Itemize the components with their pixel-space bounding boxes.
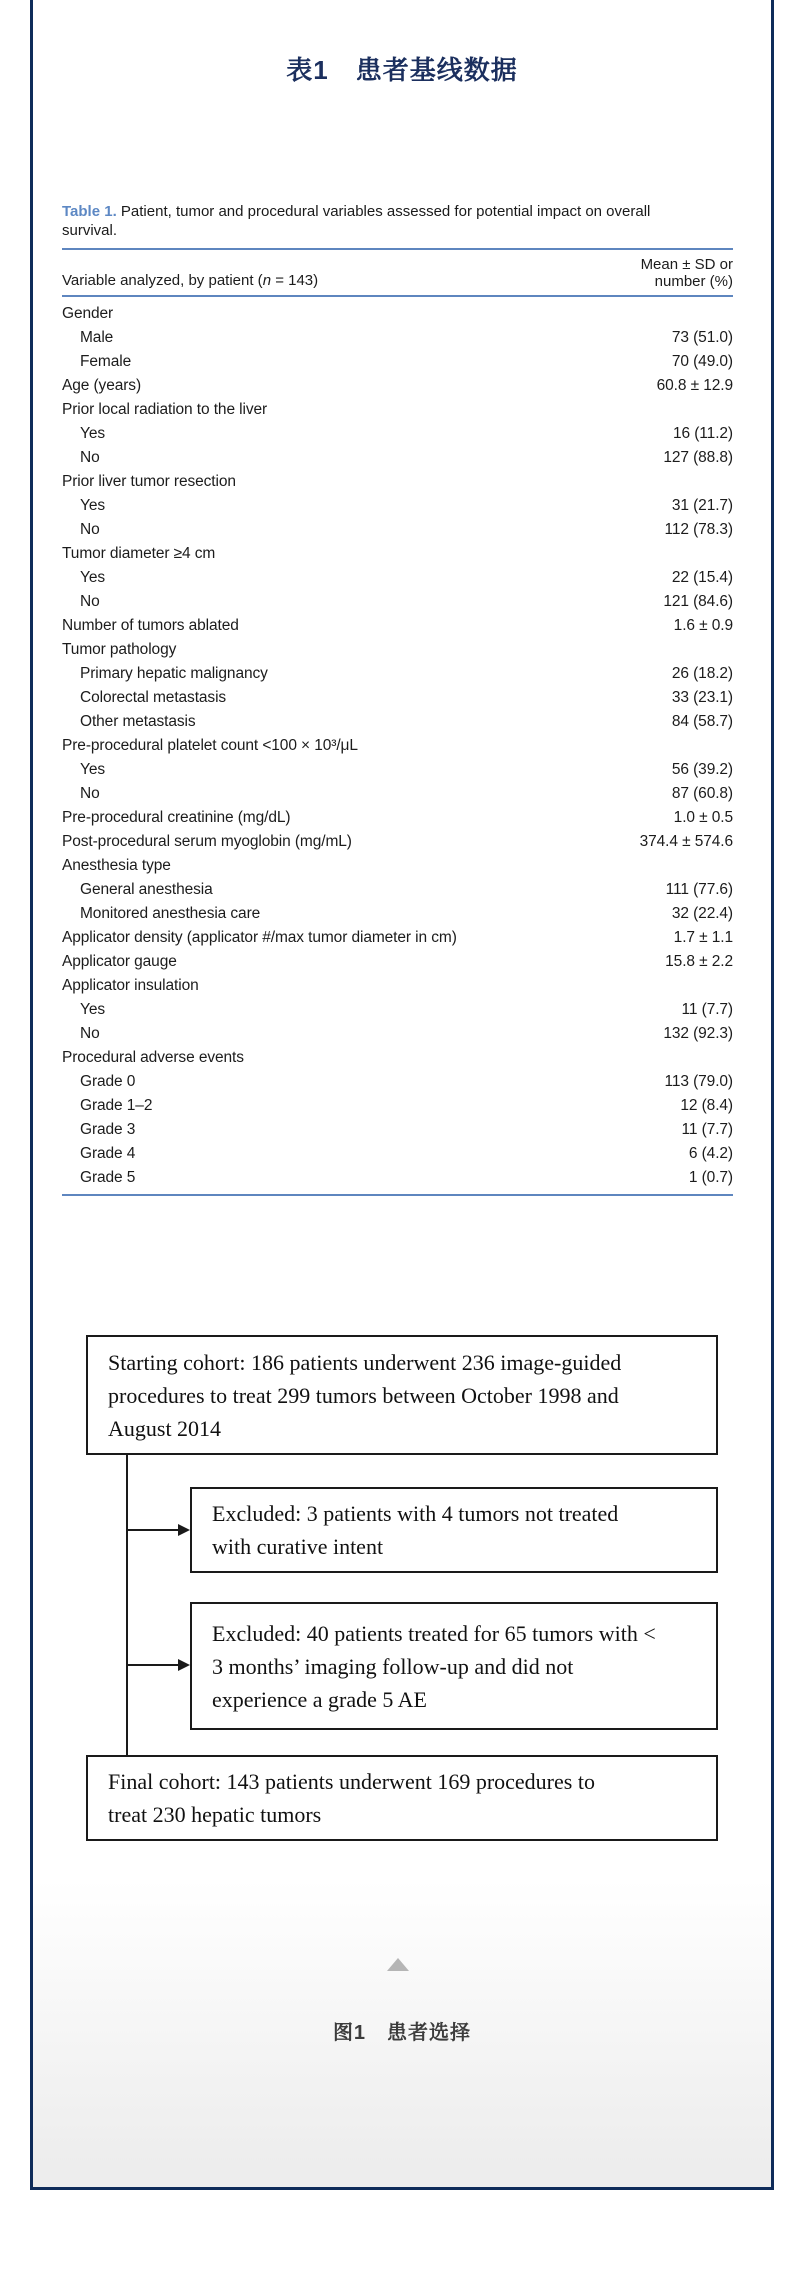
- table-row: [62, 710, 733, 734]
- table-header-row: [62, 250, 733, 295]
- flowchart-box-excluded-1: Excluded: 3 patients with 4 tumors not treated with curative intent: [190, 1487, 718, 1573]
- row-label: Yes: [80, 761, 105, 778]
- table-row: [62, 1046, 733, 1070]
- table-row: [62, 1166, 733, 1190]
- table-row: [62, 326, 733, 350]
- row-label: Gender: [62, 305, 114, 322]
- table-row: [62, 734, 733, 758]
- row-label: Number of tumors ablated: [62, 617, 239, 634]
- row-label: Grade 0: [80, 1073, 136, 1090]
- table-row: [62, 590, 733, 614]
- row-value: 127 (88.8): [663, 449, 733, 466]
- table-row: [62, 1118, 733, 1142]
- table-caption-text: Patient, tumor and procedural variables assessed for potential impact on overall survival.: [62, 203, 651, 239]
- flowchart-connector-vertical: [126, 1455, 128, 1757]
- table-row: [62, 638, 733, 662]
- row-label: Yes: [80, 1001, 105, 1018]
- row-value: 111 (77.6): [665, 881, 733, 898]
- table-row: [62, 758, 733, 782]
- row-value: 1 (0.7): [688, 1169, 733, 1186]
- row-label: No: [80, 785, 100, 802]
- row-label: Pre-procedural platelet count <100 × 10³/μL: [62, 737, 358, 754]
- table-row: [62, 422, 733, 446]
- row-label: No: [80, 593, 100, 610]
- row-value: 15.8 ± 2.2: [665, 953, 733, 970]
- table-row: [62, 998, 733, 1022]
- row-label: Primary hepatic malignancy: [80, 665, 268, 682]
- table-row: [62, 878, 733, 902]
- row-value: 33 (23.1): [671, 689, 733, 706]
- table-row: [62, 806, 733, 830]
- row-value: 1.6 ± 0.9: [673, 617, 733, 634]
- table-row: [62, 782, 733, 806]
- row-value: 12 (8.4): [680, 1097, 733, 1114]
- table-row: [62, 1070, 733, 1094]
- table-row: [62, 518, 733, 542]
- row-label: General anesthesia: [80, 881, 213, 898]
- row-value: 60.8 ± 12.9: [656, 377, 733, 394]
- row-label: Grade 1–2: [80, 1097, 153, 1114]
- table-row: [62, 470, 733, 494]
- table-row: [62, 446, 733, 470]
- table-row: [62, 686, 733, 710]
- row-value: 113 (79.0): [664, 1073, 733, 1090]
- table-body: [62, 297, 733, 1194]
- table-row: [62, 854, 733, 878]
- baseline-table: [62, 202, 733, 1196]
- row-value: 70 (49.0): [671, 353, 733, 370]
- row-label: No: [80, 1025, 100, 1042]
- row-label: Applicator insulation: [62, 977, 199, 994]
- row-value: 22 (15.4): [671, 569, 733, 586]
- collapse-up-icon[interactable]: [387, 1958, 409, 1971]
- table-row: [62, 974, 733, 998]
- table-title-zh: 表1 患者基线数据: [286, 55, 518, 85]
- flowchart-box-final-cohort: Final cohort: 143 patients underwent 169 procedures to treat 230 hepatic tumors: [86, 1755, 718, 1841]
- row-value: 112 (78.3): [664, 521, 733, 538]
- table-row: [62, 926, 733, 950]
- flowchart-connector-arrow2-line: [127, 1664, 179, 1666]
- table-row: [62, 902, 733, 926]
- row-value: 16 (11.2): [673, 425, 733, 442]
- row-label: Tumor diameter ≥4 cm: [62, 545, 216, 562]
- table-row: [62, 302, 733, 326]
- table-header-value: Mean ± SD or number (%): [640, 256, 733, 290]
- row-value: 56 (39.2): [671, 761, 733, 778]
- row-label: Grade 4: [80, 1145, 136, 1162]
- row-value: 87 (60.8): [671, 785, 733, 802]
- row-label: Post-procedural serum myoglobin (mg/mL): [62, 833, 352, 850]
- row-label: Anesthesia type: [62, 857, 171, 874]
- row-label: Grade 5: [80, 1169, 136, 1186]
- row-label: Female: [80, 353, 132, 370]
- flowchart-connector-arrow1-line: [127, 1529, 179, 1531]
- table-row: [62, 398, 733, 422]
- row-label: Age (years): [62, 377, 142, 394]
- table-row: [62, 1094, 733, 1118]
- flowchart-box-excluded-2: Excluded: 40 patients treated for 65 tumors with < 3 months’ imaging follow-up and did not experience a grade 5 AE: [190, 1602, 718, 1730]
- table-caption: [62, 202, 684, 240]
- row-value: 6 (4.2): [688, 1145, 733, 1162]
- row-label: Applicator density (applicator #/max tumor diameter in cm): [62, 929, 457, 946]
- row-label: Yes: [80, 425, 105, 442]
- row-label: Yes: [80, 497, 105, 514]
- table-row: [62, 614, 733, 638]
- row-value: 11 (7.7): [681, 1001, 733, 1018]
- row-label: Yes: [80, 569, 105, 586]
- row-label: Pre-procedural creatinine (mg/dL): [62, 809, 291, 826]
- row-value: 31 (21.7): [671, 497, 733, 514]
- row-label: Colorectal metastasis: [80, 689, 227, 706]
- row-value: 121 (84.6): [663, 593, 733, 610]
- row-label: Tumor pathology: [62, 641, 177, 658]
- row-value: 374.4 ± 574.6: [639, 833, 733, 850]
- figure-caption-zh: 图1 患者选择: [332, 2022, 472, 2044]
- table-row: [62, 1142, 733, 1166]
- table-caption-label: Table 1.: [62, 203, 117, 220]
- row-value: 73 (51.0): [671, 329, 733, 346]
- table-row: [62, 542, 733, 566]
- table-row: [62, 374, 733, 398]
- table-row: [62, 494, 733, 518]
- row-label: Procedural adverse events: [62, 1049, 244, 1066]
- table-row: [62, 350, 733, 374]
- table-row: [62, 662, 733, 686]
- table-row: [62, 830, 733, 854]
- row-value: 26 (18.2): [671, 665, 733, 682]
- table-rule-bottom: [62, 1194, 733, 1196]
- row-value: 11 (7.7): [681, 1121, 733, 1138]
- row-value: 84 (58.7): [671, 713, 733, 730]
- table-row: [62, 566, 733, 590]
- row-label: No: [80, 449, 100, 466]
- flowchart-box-starting-cohort: Starting cohort: 186 patients underwent 236 image-guided procedures to treat 299 tumors between October 1998 and August 2014: [86, 1335, 718, 1455]
- row-label: Applicator gauge: [62, 953, 177, 970]
- row-label: No: [80, 521, 100, 538]
- row-value: 1.0 ± 0.5: [673, 809, 733, 826]
- row-value: 32 (22.4): [671, 905, 733, 922]
- row-value: 132 (92.3): [663, 1025, 733, 1042]
- table-row: [62, 1022, 733, 1046]
- row-label: Grade 3: [80, 1121, 136, 1138]
- table-row: [62, 950, 733, 974]
- row-label: Other metastasis: [80, 713, 196, 730]
- arrow-right-icon: [178, 1524, 190, 1536]
- row-label: Male: [80, 329, 114, 346]
- row-label: Prior liver tumor resection: [62, 473, 236, 490]
- arrow-right-icon: [178, 1659, 190, 1671]
- row-label: Monitored anesthesia care: [80, 905, 261, 922]
- row-value: 1.7 ± 1.1: [673, 929, 733, 946]
- row-label: Prior local radiation to the liver: [62, 401, 268, 418]
- table-header-variable: Variable analyzed, by patient (n = 143): [62, 272, 319, 289]
